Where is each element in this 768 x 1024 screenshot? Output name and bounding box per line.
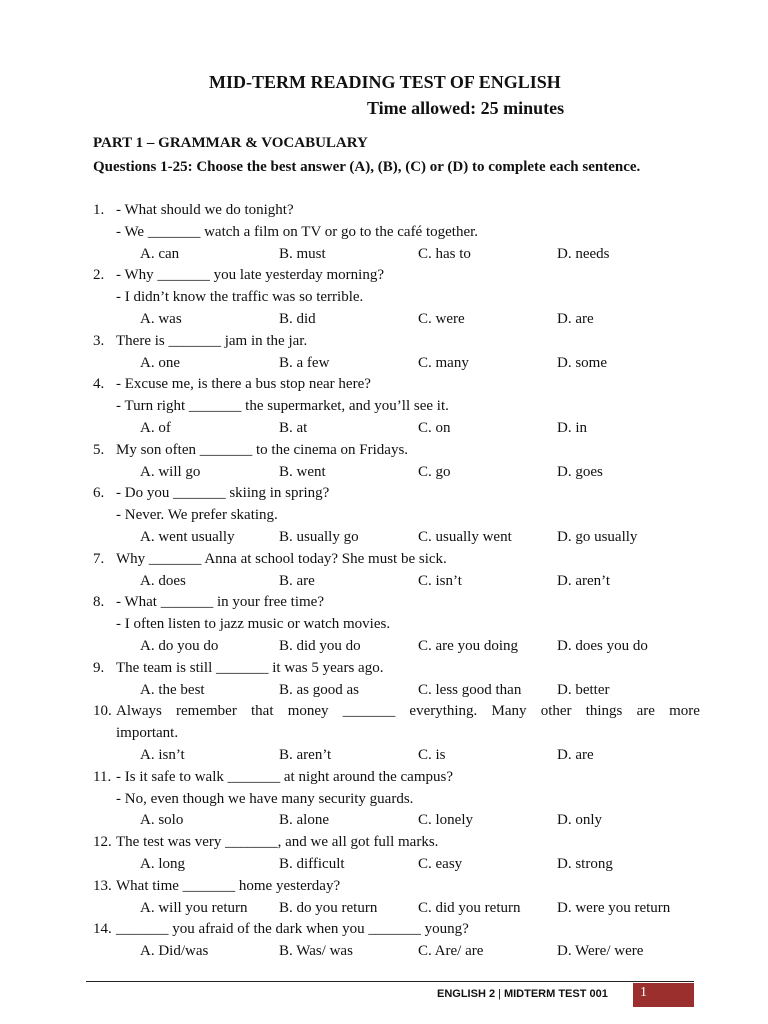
question-number: 6. — [93, 485, 105, 502]
option-a: A. will go — [140, 463, 201, 480]
option-c: C. has to — [418, 245, 471, 262]
option-a: A. long — [140, 855, 185, 872]
option-b: B. did — [279, 310, 316, 327]
question-word: things — [585, 703, 623, 720]
question-text: important. — [116, 725, 179, 742]
answer-options — [93, 854, 700, 876]
question-text: - I often listen to jazz music or watch movies. — [116, 616, 391, 633]
answer-options — [93, 527, 700, 549]
question-line — [93, 200, 700, 222]
answer-options — [93, 418, 700, 440]
question-item — [93, 658, 700, 702]
option-a: A. of — [140, 419, 171, 436]
option-c: C. are you doing — [418, 637, 518, 654]
question-text: There is _______ jam in the jar. — [116, 332, 308, 349]
option-b: B. as good as — [279, 681, 359, 698]
question-list — [93, 200, 700, 963]
footer-course: ENGLISH 2 — [437, 988, 496, 1000]
page-number: 1 — [640, 985, 647, 1000]
question-item — [93, 832, 700, 876]
question-line — [93, 592, 700, 614]
question-text: - Do you _______ skiing in spring? — [116, 485, 330, 502]
question-number: 4. — [93, 376, 105, 393]
question-number: 9. — [93, 659, 105, 676]
option-b: B. must — [279, 245, 326, 262]
question-word: more — [669, 703, 700, 720]
option-a: A. Did/was — [140, 943, 209, 960]
question-text: The test was very _______, and we all got full marks. — [116, 834, 439, 851]
question-line — [93, 614, 700, 636]
option-d: D. does you do — [557, 637, 648, 654]
answer-options — [93, 941, 700, 963]
answer-options — [93, 680, 700, 702]
question-text: - No, even though we have many security guards. — [116, 790, 414, 807]
question-number: 12. — [93, 834, 112, 851]
question-line — [93, 505, 700, 527]
question-item — [93, 200, 700, 265]
question-number: 13. — [93, 877, 112, 894]
option-a: A. isn’t — [140, 746, 185, 763]
option-b: B. usually go — [279, 528, 359, 545]
footer-label — [437, 988, 608, 1000]
option-d: D. strong — [557, 855, 613, 872]
option-b: B. a few — [279, 354, 330, 371]
question-line — [93, 396, 700, 418]
option-a: A. do you do — [140, 637, 219, 654]
question-item — [93, 549, 700, 593]
option-d: D. better — [557, 681, 610, 698]
option-c: C. isn’t — [418, 572, 462, 589]
question-text: - What _______ in your free time? — [116, 594, 324, 611]
question-number: 10. — [93, 703, 112, 720]
option-d: D. are — [557, 310, 594, 327]
option-a: A. went usually — [140, 528, 235, 545]
option-c: C. on — [418, 419, 451, 436]
option-c: C. lonely — [418, 812, 473, 829]
question-text: - We _______ watch a film on TV or go to the café together. — [116, 223, 479, 240]
answer-options — [93, 745, 700, 767]
option-c: C. less good than — [418, 681, 522, 698]
option-a: A. will you return — [140, 899, 248, 916]
answer-options — [93, 309, 700, 331]
page-title: MID-TERM READING TEST OF ENGLISH — [209, 72, 561, 92]
option-a: A. solo — [140, 812, 184, 829]
option-b: B. aren’t — [279, 746, 332, 763]
option-b: B. are — [279, 572, 315, 589]
question-word: remember — [176, 703, 237, 720]
option-a: A. can — [140, 245, 180, 262]
question-number: 3. — [93, 332, 105, 349]
question-number: 1. — [93, 202, 105, 218]
option-a: A. the best — [140, 681, 205, 698]
question-word: Always — [116, 703, 162, 720]
answer-options — [93, 636, 700, 658]
question-line — [93, 483, 700, 505]
question-text — [116, 701, 700, 723]
question-text: - What should we do tonight? — [116, 202, 294, 218]
question-item — [93, 592, 700, 657]
question-word: are — [636, 703, 655, 720]
option-c: C. Are/ are — [418, 943, 484, 960]
option-d: D. were you return — [557, 899, 671, 916]
question-text: - Never. We prefer skating. — [116, 507, 278, 524]
question-line — [93, 876, 700, 898]
question-text: The team is still _______ it was 5 years ago. — [116, 659, 384, 676]
option-c: C. many — [418, 354, 469, 371]
option-c: C. easy — [418, 855, 463, 872]
instructions: Questions 1-25: Choose the best answer (A), (B), (C) or (D) to complete each sentence. — [93, 159, 641, 175]
option-d: D. in — [557, 419, 587, 436]
question-line — [93, 549, 700, 571]
question-text: _______ you afraid of the dark when you _______ young? — [116, 921, 469, 938]
question-text: - Is it safe to walk _______ at night around the campus? — [116, 768, 454, 785]
question-line — [93, 832, 700, 854]
option-c: C. were — [418, 310, 465, 327]
question-line — [93, 767, 700, 789]
question-text: Why _______ Anna at school today? She must be sick. — [116, 550, 447, 567]
option-b: B. do you return — [279, 899, 378, 916]
question-text: - Excuse me, is there a bus stop near here? — [116, 376, 371, 393]
time-allowed: Time allowed: 25 minutes — [367, 98, 565, 118]
question-line — [93, 723, 700, 745]
footer-divider — [86, 981, 694, 982]
answer-options — [93, 244, 700, 266]
option-b: B. went — [279, 463, 326, 480]
option-a: A. was — [140, 310, 182, 327]
footer-test: MIDTERM TEST 001 — [503, 988, 608, 1000]
question-item — [93, 701, 700, 766]
question-word: that — [251, 703, 274, 720]
question-line — [93, 331, 700, 353]
question-number: 8. — [93, 594, 105, 611]
answer-options — [93, 810, 700, 832]
answer-options — [93, 898, 700, 920]
question-number: 11. — [93, 768, 112, 785]
option-b: B. alone — [279, 812, 329, 829]
question-word: Many — [491, 703, 527, 720]
option-d: D. Were/ were — [557, 943, 644, 960]
part-heading: PART 1 – GRAMMAR & VOCABULARY — [93, 135, 368, 151]
question-word: _______ — [342, 703, 396, 720]
question-line — [93, 701, 700, 723]
question-item — [93, 440, 700, 484]
question-line — [93, 222, 700, 244]
question-line — [93, 265, 700, 287]
question-word: other — [540, 703, 572, 720]
question-item — [93, 331, 700, 375]
question-item — [93, 374, 700, 439]
option-c: C. usually went — [418, 528, 512, 545]
question-word: money — [287, 703, 329, 720]
question-word: everything. — [409, 703, 478, 720]
question-text: - Why _______ you late yesterday morning? — [116, 267, 384, 284]
question-item — [93, 767, 700, 832]
question-line — [93, 374, 700, 396]
option-c: C. is — [418, 746, 446, 763]
question-item — [93, 265, 700, 330]
question-text: - I didn’t know the traffic was so terrible. — [116, 289, 364, 306]
question-line — [93, 658, 700, 680]
option-d: D. go usually — [557, 528, 638, 545]
option-d: D. needs — [557, 245, 610, 262]
question-number: 2. — [93, 267, 105, 284]
option-d: D. are — [557, 746, 594, 763]
question-line — [93, 440, 700, 462]
answer-options — [93, 571, 700, 593]
question-item — [93, 919, 700, 963]
option-c: C. go — [418, 463, 451, 480]
option-b: B. Was/ was — [279, 943, 353, 960]
question-line — [93, 287, 700, 309]
question-item — [93, 483, 700, 548]
question-number: 14. — [93, 921, 112, 938]
option-b: B. at — [279, 419, 308, 436]
option-d: D. some — [557, 354, 607, 371]
answer-options — [93, 353, 700, 375]
question-item — [93, 876, 700, 920]
question-number: 5. — [93, 441, 105, 458]
option-a: A. does — [140, 572, 186, 589]
answer-options — [93, 462, 700, 484]
option-b: B. difficult — [279, 855, 345, 872]
option-b: B. did you do — [279, 637, 361, 654]
option-d: D. only — [557, 812, 602, 829]
option-c: C. did you return — [418, 899, 521, 916]
question-line — [93, 919, 700, 941]
option-d: D. aren’t — [557, 572, 611, 589]
question-number: 7. — [93, 550, 105, 567]
question-text: What time _______ home yesterday? — [116, 877, 341, 894]
option-a: A. one — [140, 354, 180, 371]
option-d: D. goes — [557, 463, 603, 480]
footer-separator: | — [498, 988, 501, 1000]
question-line — [93, 789, 700, 811]
question-text: - Turn right _______ the supermarket, and you’ll see it. — [116, 398, 449, 415]
question-text: My son often _______ to the cinema on Fridays. — [116, 441, 409, 458]
